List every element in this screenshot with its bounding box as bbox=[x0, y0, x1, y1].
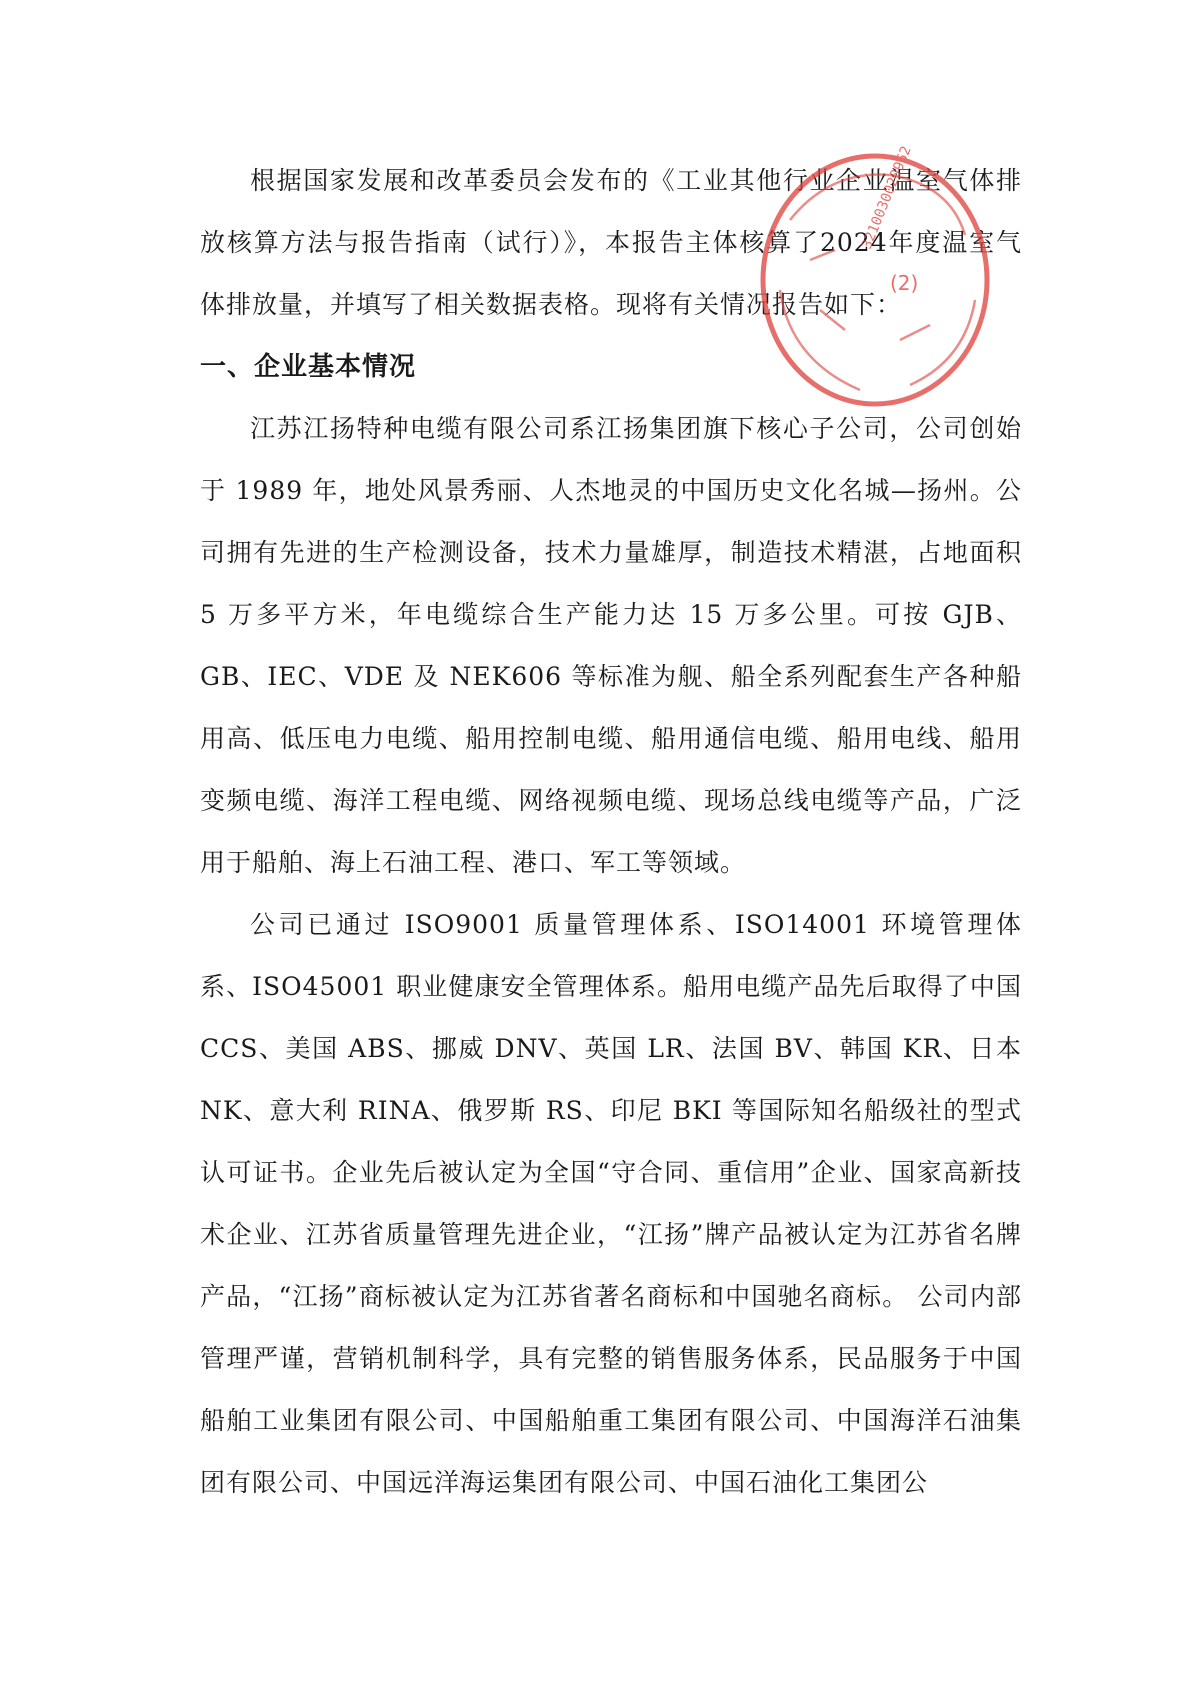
section-heading-basic-info: 一、企业基本情况 bbox=[200, 352, 417, 382]
company-overview-paragraph: 江苏江扬特种电缆有限公司系江扬集团旗下核心子公司，公司创始于 1989 年，地处风景秀丽、人杰地灵的中国历史文化名城—扬州。公司拥有先进的生产检测设备，技术力量雄厚，制造技术精湛，占地面积 5 万多平方米，年电缆综合生产能力达 15 万多公里。可按 GJB、GB、IEC、VDE 及 NEK606 等标准为舰、船全系列配套生产各种船用高、低压电力电缆、船用控制电缆、船用通信电缆、船用电线、船用变频电缆、海洋工程电缆、网络视频电缆、现场总线电缆等产品，广泛用于船舶、海上石油工程、港口、军工等领域。 bbox=[200, 414, 1022, 877]
certification-paragraph: 公司已通过 ISO9001 质量管理体系、ISO14001 环境管理体系、ISO45001 职业健康安全管理体系。船用电缆产品先后取得了中国 CCS、美国 ABS、挪威 DNV、英国 LR、法国 BV、韩国 KR、日本 NK、意大利 RINA、俄罗斯 RS、印尼 BKI 等国际知名船级社的型式认可证书。企业先后被认定为全国“守合同、重信用”企业、国家高新技术企业、江苏省质量管理先进企业，“江扬”牌产品被认定为江苏省名牌产品，“江扬”商标被认定为江苏省著名商标和中国驰名商标。 公司内部管理严谨，营销机制科学，具有完整的销售服务体系，民品服务于中国船舶工业集团有限公司、中国船舶重工集团有限公司、中国海洋石油集团有限公司、中国远洋海运集团有限公司、中国石油化工集团公 bbox=[200, 910, 1022, 1497]
seal-mark: (2) bbox=[890, 271, 919, 295]
document-body bbox=[200, 150, 1022, 1514]
intro-paragraph: 根据国家发展和改革委员会发布的《工业其他行业企业温室气体排放核算方法与报告指南（试行）》，本报告主体核算了2024年度温室气体排放量，并填写了相关数据表格。现将有关情况报告如下： bbox=[200, 166, 1022, 319]
seal-number: 3210030020962 bbox=[858, 143, 915, 252]
